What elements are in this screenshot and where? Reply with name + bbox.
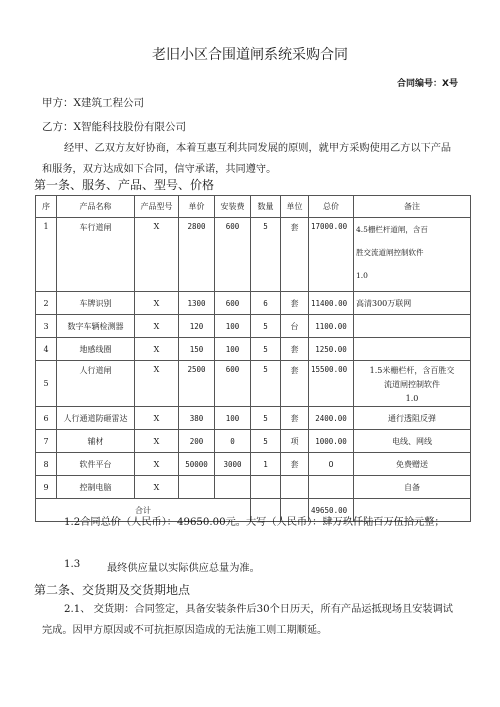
table-header-row <box>36 196 471 218</box>
cell-unit: 项 <box>281 430 309 453</box>
col-header-install: 安装费 <box>215 196 251 218</box>
cell-price: 2500 <box>179 361 215 407</box>
col-header-qty: 数量 <box>251 196 281 218</box>
cell-unit: 台 <box>281 315 309 338</box>
cell-qty: 5 <box>251 407 281 430</box>
col-header-unit: 单位 <box>281 196 309 218</box>
remark-line: 胜交流道闸控制软件 <box>356 248 424 257</box>
cell-install: 0 <box>215 430 251 453</box>
cell-remark <box>354 361 471 407</box>
cell-unit: 套 <box>281 292 309 315</box>
cell-price: 150 <box>179 338 215 361</box>
col-header-name: 产品名称 <box>57 196 135 218</box>
cell-seq: 2 <box>36 292 57 315</box>
cell-seq: 5 <box>36 361 57 407</box>
contract-number: 合同编号：X号 <box>397 79 458 89</box>
cell-seq: 9 <box>36 476 57 499</box>
table-row <box>36 338 471 361</box>
cell-install: 600 <box>215 218 251 292</box>
table-row <box>36 476 471 499</box>
clause-2-1: 2.1、 交货期：合同签定，具备安装条件后30个日历天，所有产品运抵现场且安装调试完成。因甲方原因或不可抗拒原因造成的无法施工则工期顺延。 <box>42 604 453 636</box>
cell-unit: 套 <box>281 453 309 476</box>
cell-qty: 5 <box>251 315 281 338</box>
cell-qty: 5 <box>251 361 281 407</box>
cell-name: 控制电脑 <box>57 476 135 499</box>
cell-remark: 电线、网线 <box>354 430 471 453</box>
cell-total: 1100.00 <box>309 315 354 338</box>
cell-remark <box>354 218 471 292</box>
party-a: 甲方：X建筑工程公司 <box>42 97 144 109</box>
clause-1-2: 1.2合同总价（人民币）：49650.00元。大写（人民币）：肆万玖仟陆百万伍拾元整； <box>64 517 445 528</box>
cell-model: X <box>135 407 179 430</box>
col-header-seq: 序 <box>36 196 57 218</box>
goods-table <box>35 195 471 522</box>
cell-model: X <box>135 476 179 499</box>
cell-name: 车行道闸 <box>57 218 135 292</box>
intro-paragraph: 经甲、乙双方友好协商，本着互惠互利共同发展的原则，就甲方采购使用乙方以下产品和服务，双方达成如下合同，信守承诺，共同遵守。 <box>42 143 452 175</box>
table-row <box>36 407 471 430</box>
cell-qty: 6 <box>251 292 281 315</box>
cell-name: 辅材 <box>57 430 135 453</box>
cell-qty <box>251 476 281 499</box>
cell-total: 11400.00 <box>309 292 354 315</box>
cell-seq: 3 <box>36 315 57 338</box>
table-row <box>36 361 471 407</box>
cell-price: 50000 <box>179 453 215 476</box>
cell-seq: 8 <box>36 453 57 476</box>
cell-model: X <box>135 338 179 361</box>
sum-label: 合计 <box>36 499 251 522</box>
article-1-heading: 第一条、服务、产品、型号、价格 <box>34 178 215 192</box>
col-header-remark: 备注 <box>354 196 471 218</box>
cell-total: 2400.00 <box>309 407 354 430</box>
remark-line: 4.5栅栏杆道闸，含百 <box>356 225 428 234</box>
cell-unit: 套 <box>281 338 309 361</box>
cell-price: 120 <box>179 315 215 338</box>
cell-remark <box>354 315 471 338</box>
cell-seq: 7 <box>36 430 57 453</box>
cell-model: X <box>135 361 179 407</box>
sum-value: 49650.00 <box>309 499 354 522</box>
table-row <box>36 315 471 338</box>
party-b: 乙方：X智能科技股份有限公司 <box>42 121 186 133</box>
table-row <box>36 292 471 315</box>
remark-line: 1.0 <box>405 394 419 403</box>
cell-unit: 套 <box>281 361 309 407</box>
cell-install: 600 <box>215 292 251 315</box>
cell-unit: 套 <box>281 218 309 292</box>
cell-total: 15500.00 <box>309 361 354 407</box>
cell-price <box>179 476 215 499</box>
cell-model: X <box>135 453 179 476</box>
cell-total: 1250.00 <box>309 338 354 361</box>
cell-remark <box>354 338 471 361</box>
cell-model: X <box>135 218 179 292</box>
cell-install: 100 <box>215 315 251 338</box>
cell-install <box>215 476 251 499</box>
cell-qty: 5 <box>251 218 281 292</box>
cell-price: 380 <box>179 407 215 430</box>
cell-model: X <box>135 430 179 453</box>
cell-install: 3000 <box>215 453 251 476</box>
cell-price: 2800 <box>179 218 215 292</box>
cell-name: 人行通道防砸雷达 <box>57 407 135 430</box>
table-row <box>36 430 471 453</box>
col-header-price: 单价 <box>179 196 215 218</box>
cell-remark: 高清300万联网 <box>354 292 471 315</box>
cell-install: 100 <box>215 407 251 430</box>
cell-total: 17000.00 <box>309 218 354 292</box>
remark-line: 1.5米栅栏杆，含百胜交 <box>369 366 455 375</box>
cell-remark: 自备 <box>354 476 471 499</box>
cell-remark: 免费赠送 <box>354 453 471 476</box>
contract-title: 老旧小区合围道闸系统采购合同 <box>152 47 348 63</box>
cell-name: 人行道闸 <box>57 361 135 407</box>
cell-seq: 6 <box>36 407 57 430</box>
clause-1-3-number: 1.3 <box>64 559 81 570</box>
cell-remark: 通行透阻反弹 <box>354 407 471 430</box>
remark-line: 流道闸控制软件 <box>384 380 440 389</box>
cell-total <box>309 476 354 499</box>
article-2-heading: 第二条、交货期及交货期地点 <box>34 583 191 597</box>
table-row <box>36 218 471 292</box>
cell-model: X <box>135 315 179 338</box>
cell-qty: 1 <box>251 453 281 476</box>
col-header-total: 总价 <box>309 196 354 218</box>
cell-name: 软件平台 <box>57 453 135 476</box>
cell-unit: 套 <box>281 407 309 430</box>
cell-qty: 5 <box>251 338 281 361</box>
cell-unit <box>281 476 309 499</box>
cell-model: X <box>135 292 179 315</box>
cell-qty: 5 <box>251 430 281 453</box>
table-row <box>36 453 471 476</box>
col-header-model: 产品型号 <box>135 196 179 218</box>
remark-line: 1.0 <box>356 271 368 280</box>
cell-price: 1300 <box>179 292 215 315</box>
cell-seq: 1 <box>36 218 57 292</box>
cell-seq: 4 <box>36 338 57 361</box>
clause-1-3-text: 最终供应量以实际供应总量为准。 <box>107 563 260 574</box>
cell-install: 100 <box>215 338 251 361</box>
cell-name: 数字车辆检测器 <box>57 315 135 338</box>
cell-install: 600 <box>215 361 251 407</box>
cell-total: 0 <box>309 453 354 476</box>
cell-price: 200 <box>179 430 215 453</box>
cell-name: 车牌识别 <box>57 292 135 315</box>
cell-total: 1000.00 <box>309 430 354 453</box>
cell-name: 地感线圈 <box>57 338 135 361</box>
